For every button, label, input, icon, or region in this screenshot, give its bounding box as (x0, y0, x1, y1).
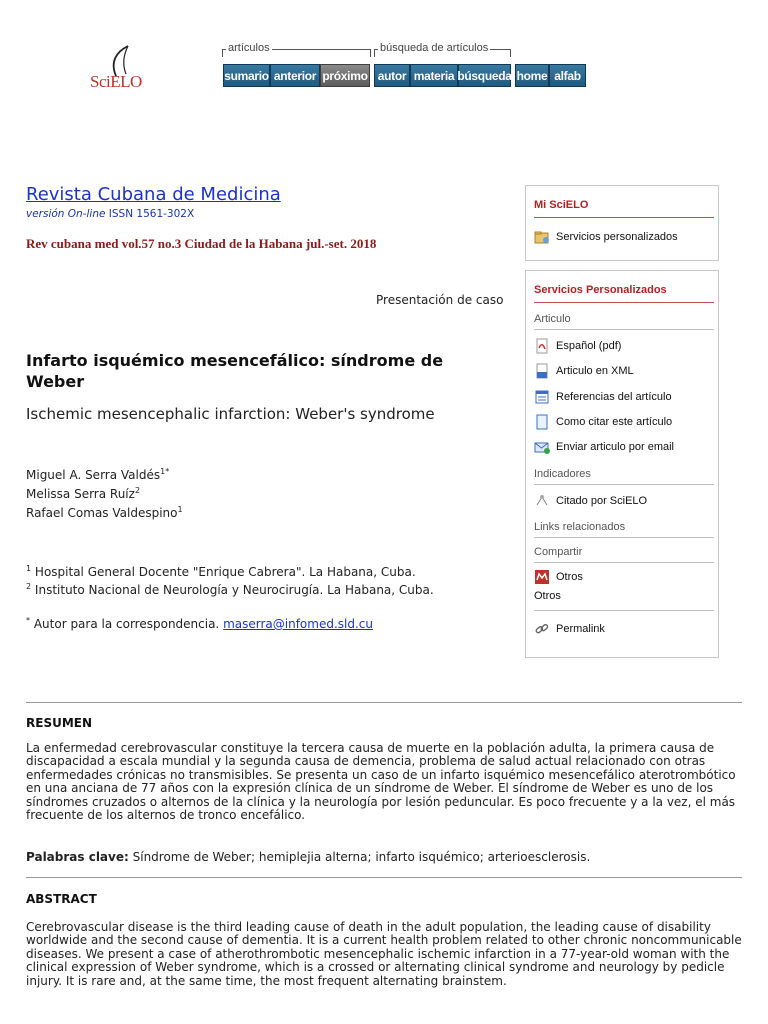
issue-line: Rev cubana med vol.57 no.3 Ciudad de la Habana jul.-set. 2018 (26, 236, 377, 251)
author-line (26, 467, 169, 482)
indicadores-section-label: Indicadores (534, 468, 591, 480)
nav-home-button[interactable]: home (515, 64, 549, 87)
xml-icon (534, 363, 550, 379)
nav-proximo-button[interactable]: próximo (320, 64, 370, 87)
personal-services-link[interactable] (534, 229, 678, 245)
divider (26, 702, 742, 703)
personal-services-label: Servicios personalizados (556, 231, 678, 243)
article-title: Infarto isquémico mesencefálico: síndrome de Weber (26, 351, 444, 391)
affiliation-line (26, 582, 434, 597)
keywords-line (26, 850, 590, 864)
author-name: Melissa Serra Ruíz (26, 487, 135, 501)
cited-by-link[interactable] (534, 493, 647, 509)
share-otros-link[interactable] (534, 569, 583, 585)
services-box (525, 270, 719, 658)
share-otros-text-label: Otros (534, 590, 561, 602)
nav-autor-button[interactable]: autor (374, 64, 410, 87)
permalink-label: Permalink (556, 623, 605, 635)
article-subtitle: Ischemic mesencephalic infarction: Weber's syndrome (26, 405, 435, 423)
author-name: Rafael Comas Valdespino (26, 506, 178, 520)
search-group-label: búsqueda de artículos (380, 42, 489, 54)
links-section-label: Links relacionados (534, 521, 626, 533)
version-label: versión On-line (26, 208, 106, 220)
nav-alfab-button[interactable]: alfab (549, 64, 586, 87)
cite-label: Como citar este artículo (556, 416, 673, 428)
divider (534, 562, 714, 563)
mi-scielo-box (525, 185, 719, 261)
email-article-label: Enviar articulo por email (556, 441, 674, 453)
affiliation-text: Instituto Nacional de Neurología y Neurocirugía. La Habana, Cuba. (34, 583, 434, 597)
affiliation-line (26, 564, 416, 579)
affiliation-text: Hospital General Docente "Enrique Cabrera". La Habana, Cuba. (34, 565, 416, 579)
cite-link[interactable] (534, 414, 672, 430)
nav-bracket (510, 49, 511, 57)
cite-icon (534, 414, 550, 430)
divider (534, 217, 714, 218)
affiliation-sup: 1 (26, 564, 32, 573)
affiliation-sup: 2 (26, 582, 32, 591)
xml-label: Articulo en XML (556, 365, 634, 377)
nav-sumario-button[interactable]: sumario (223, 64, 270, 87)
scielo-logo[interactable] (88, 44, 156, 94)
link-icon (534, 621, 550, 637)
author-sup: 2 (134, 486, 141, 495)
abstract-text: Cerebrovascular disease is the third leading cause of death in the adult population, the leading cause of disability worldwide and the second cause of dementia. It is a current health problem related to other chronic noncommunicable diseases. We present a case of atherothrombotic mesencephalic ischemic infarction in a 77-year-old woman with the clinical expression of Weber syndrome, which is a crossed or alternating clinical syndrome and neurology by pedicle injury. It is rare and, at the same time, the most frequent alternating brainstem. (26, 920, 742, 988)
divider (534, 484, 714, 485)
nav-anterior-button[interactable]: anterior (270, 64, 320, 87)
nav-bracket (222, 49, 223, 57)
mi-scielo-heading: Mi SciELO (534, 199, 589, 211)
divider (534, 302, 714, 303)
author-sup: 1 (177, 505, 183, 514)
nav-bracket (374, 49, 375, 57)
author-line (26, 486, 140, 501)
articulo-section-label: Articulo (534, 313, 571, 325)
xml-link[interactable] (534, 363, 634, 379)
logo-text: SciELO (90, 72, 142, 91)
abstract-heading: ABSTRACT (26, 892, 97, 906)
pdf-label: Español (pdf) (556, 340, 622, 352)
permalink-link[interactable] (534, 621, 605, 637)
nav-materia-button[interactable]: materia (410, 64, 458, 87)
share-otros-label: Otros (556, 571, 583, 583)
correspondence-email-link[interactable]: maserra@infomed.sld.cu (223, 617, 373, 631)
journal-title-link[interactable]: Revista Cubana de Medicina (26, 184, 281, 205)
folder-user-icon (534, 229, 550, 245)
pdf-icon (534, 338, 550, 354)
email-icon (534, 439, 550, 455)
nav-bracket (370, 49, 371, 57)
correspondence-sup: * (26, 616, 30, 625)
services-heading: Servicios Personalizados (534, 284, 667, 296)
compartir-section-label: Compartir (534, 546, 583, 558)
references-icon (534, 389, 550, 405)
references-link[interactable] (534, 389, 672, 405)
keywords-text: Síndrome de Weber; hemiplejia alterna; infarto isquémico; arterioesclerosis. (132, 850, 591, 864)
divider (26, 877, 742, 878)
cited-by-icon (534, 493, 550, 509)
divider (534, 610, 714, 611)
article-section-type: Presentación de caso (376, 293, 504, 307)
author-sup: 1* (160, 467, 170, 476)
divider (534, 329, 714, 330)
articles-group-label: artículos (228, 42, 270, 54)
resumen-text: La enfermedad cerebrovascular constituye la tercera causa de muerte en la población adulta, la primera causa de discapacidad a escala mundial y la segunda causa de demencia, problema de salud actual relacionado con otras enfermedades crónicas no transmisibles. Se presenta un caso de un infarto isquémico mesencefálico aterotrombótico en una anciana de 77 años con la expresión clínica de un síndrome de Weber. El síndrome de Weber es uno de los síndromes cruzados o alternos de la clínica y la neurología por lesión peduncular. Es poco frecuente y a la vez, el más frecuente de los alternos de tronco encefálico. (26, 741, 736, 823)
resumen-heading: RESUMEN (26, 716, 93, 730)
pdf-link[interactable] (534, 338, 621, 354)
author-name: Miguel A. Serra Valdés (26, 468, 161, 482)
correspondence-label: Autor para la correspondencia. (33, 617, 220, 631)
correspondence-line (26, 616, 373, 631)
references-label: Referencias del artículo (556, 391, 672, 403)
edition-line (26, 208, 194, 220)
email-article-link[interactable] (534, 439, 674, 455)
issn: ISSN 1561-302X (108, 208, 195, 220)
keywords-label: Palabras clave: (26, 850, 129, 864)
divider (534, 537, 714, 538)
share-icon (534, 569, 550, 585)
nav-busqueda-button[interactable]: búsqueda (458, 64, 511, 87)
share-otros-text-link[interactable] (534, 590, 561, 602)
author-line (26, 505, 183, 520)
cited-by-label: Citado por SciELO (556, 495, 648, 507)
